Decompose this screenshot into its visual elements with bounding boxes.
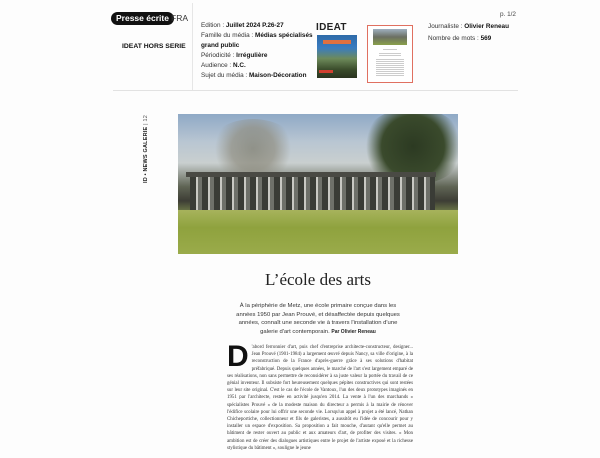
page-indicator: p. 1/2: [500, 11, 516, 18]
thumb-text-line: [379, 53, 401, 54]
body-text: 'abord ferronnier d'art, puis chef d'entreprise architecte-constructeur, designer... Jean Prouvé (1901-1984) a largement œuvré depuis Nancy, sa ville d'origine, à la reconstruction de la France d'après-guerre grâce à ses solutions d'habitat préfabriqué. Depuis quelques années, le marché de l'art s'est largement emparé de ses réalisations, non sans permettre de reconsidérer à sa juste valeur la portée du travail de ce génial inventeur. Il subsiste fort heureusement quelques pépites constructives qui sont restées sur leur site original. C'est le cas de l'école de Vantoux, l'un des deux prototypes imaginés en 1951 par l'architecte, restée en activité jusqu'en 2014. La vente à l'un des marchands « spécialistes Prouvé » de la modeste maison du directeur a permis à la mairie de rénover l'édifice scolaire pour lui offrir une seconde vie. Lorsqu'un appel à projet a été lancé, Nathan Chicheportiche, collectionneur et fils de galeristes, a aussitôt eu l'idée de concourir pour y installer un espace d'exposition. Sa proposition a fait mouche, d'autant qu'elle permet au bâtiment de rester ouvert au public et aux amateurs d'art, de profiter des visites. « Mon ambition est de créer des dialogues artistiques entre le projet de l'artiste exposé et la richesse stylistique du bâtiment », souligne le jeune: [227, 345, 413, 451]
document-header: [0, 0, 600, 91]
photo-trees: [208, 119, 298, 179]
article-page-thumbnail[interactable]: [367, 25, 413, 83]
thumb-title-line: [383, 49, 397, 50]
thumb-text-line: [376, 69, 404, 70]
thumb-text-line: [376, 61, 404, 62]
media-type-badge: Presse écrite: [111, 12, 174, 25]
journalist: Journaliste : Olivier Reneau: [428, 23, 509, 30]
thumb-text-line: [376, 71, 404, 72]
lede-text: À la périphérie de Metz, une école primaire conçue dans les années 1950 par Jean Prouvé, et désaffectée depuis quelques années, connaît une seconde vie à travers l'installation d'une galerie d'art contemporain.: [236, 303, 400, 335]
thumb-text-line: [376, 75, 404, 76]
language-code: FRA: [171, 13, 188, 23]
article-photo: [178, 114, 458, 254]
section-name: ID • NEWS GALERIE: [143, 126, 149, 183]
thumb-text-line: [379, 55, 401, 56]
section-page-number: | 12: [143, 115, 149, 125]
section-side-label: [141, 115, 149, 185]
byline: Par Olivier Reneau: [331, 328, 376, 335]
publication-name: IDEAT HORS SERIE: [122, 43, 186, 50]
thumb-photo: [373, 29, 407, 45]
header-separator: [113, 90, 518, 91]
magazine-cover-thumbnail[interactable]: [316, 23, 358, 79]
meta-family: Famille du média : Médias spécialisés: [201, 32, 313, 40]
media-metadata: [201, 21, 313, 82]
article-title: L’école des arts: [264, 270, 372, 289]
meta-subject: Sujet du média : Maison-Décoration: [201, 72, 307, 80]
article-info: [428, 21, 509, 45]
article-body: [227, 340, 413, 452]
meta-family-cont: grand public: [201, 42, 240, 50]
header-divider: [192, 3, 193, 90]
meta-periodicity: Périodicité : Irrégulière: [201, 52, 268, 60]
photo-grass: [178, 210, 458, 254]
thumb-text-line: [376, 73, 404, 74]
thumb-text-line: [376, 63, 404, 64]
word-count: Nombre de mots : 569: [428, 35, 492, 42]
meta-edition: Edition : Juillet 2024 P.26-27: [201, 22, 284, 29]
article-lede: [236, 302, 400, 336]
meta-audience: Audience : N.C.: [201, 62, 246, 70]
thumb-text-line: [376, 65, 404, 66]
thumb-text-line: [376, 59, 404, 60]
drop-cap: D: [227, 340, 249, 373]
cover-image: [317, 35, 357, 78]
thumb-text-line: [376, 67, 404, 68]
cover-logo: IDEAT: [316, 22, 347, 33]
photo-building: [190, 177, 435, 213]
